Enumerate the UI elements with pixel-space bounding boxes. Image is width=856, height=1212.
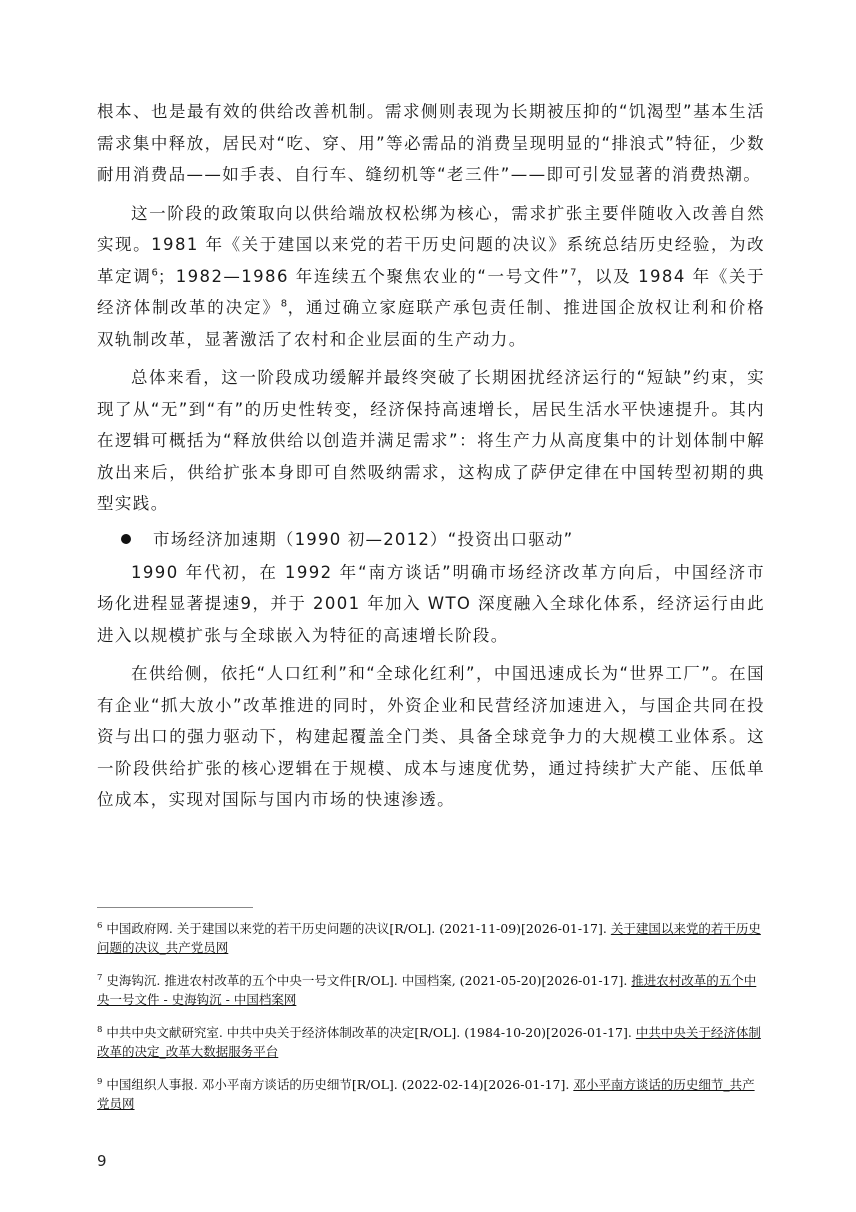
footnote-number: 8 (97, 1024, 103, 1035)
footnote-divider (97, 907, 253, 908)
footnote-ref-6[interactable]: 6 (151, 267, 158, 278)
paragraph-2 (97, 198, 765, 356)
body-text (97, 96, 765, 816)
footnote-ref-7[interactable]: 7 (570, 267, 577, 278)
page-number: 9 (97, 1152, 107, 1170)
footnote-link[interactable]: 推进农村改革的五个中央一号文件 - 史海钩沉 - 中国档案网 (97, 973, 757, 1007)
footnote-link[interactable]: 中共中央关于经济体制改革的决定_改革大数据服务平台 (97, 1025, 761, 1059)
footnote-ref-8[interactable]: 8 (280, 298, 288, 310)
section-heading-text: 市场经济加速期（1990 初—2012）“投资出口驱动” (153, 529, 574, 549)
footnote-link[interactable]: 邓小平南方谈话的历史细节_共产党员网 (97, 1077, 755, 1111)
footnote-8 (97, 1023, 765, 1061)
footnote-7 (97, 971, 765, 1009)
footnote-text: 中国政府网. 关于建国以来党的若干历史问题的决议[R/OL]. (2021-11-09)[2026-01-17]. (106, 921, 611, 936)
paragraph-5: 在供给侧，依托“人口红利”和“全球化红利”，中国迅速成长为“世界工厂”。在国有企业“抓大放小”改革推进的同时，外资企业和民营经济加速进入，与国企共同在投资与出口的强力驱动下，构建起覆盖全门类、具备全球竞争力的大规模工业体系。这一阶段供给扩张的核心逻辑在于规模、成本与速度优势，通过持续扩大产能、压低单位成本，实现对国际与国内市场的快速渗透。 (97, 664, 765, 809)
paragraph-2-part-b: ；1982—1986 年连续五个聚焦农业的“一号文件” (157, 266, 571, 286)
paragraph-4: 1990 年代初，在 1992 年“南方谈话”明确市场经济改革方向后，中国经济市场化进程显著提速9，并于 2001 年加入 WTO 深度融入全球化体系，经济运行由此进入以规模扩张与全球嵌入为特征的高速增长阶段。 (97, 562, 765, 645)
footnotes (97, 919, 765, 1127)
paragraph-2-part-d: ，通过确立家庭联产承包责任制、推进国企放权让利和价格双轨制改革，显著激活了农村和企业层面的生产动力。 (97, 298, 766, 349)
footnote-6 (97, 919, 765, 957)
footnote-text: 中共中央文献研究室. 中共中央关于经济体制改革的决定[R/OL]. (1984-10-20)[2026-01-17]. (106, 1025, 636, 1040)
footnote-number: 7 (97, 972, 103, 983)
footnote-9 (97, 1075, 765, 1113)
paragraph-1: 根本、也是最有效的供给改善机制。需求侧则表现为长期被压抑的“饥渴型”基本生活需求集中释放，居民对“吃、穿、用”等必需品的消费呈现明显的“排浪式”特征，少数耐用消费品——如手表、自行车、缝纫机等“老三件”——即可引发显著的消费热潮。 (97, 102, 765, 184)
footnote-text: 中国组织人事报. 邓小平南方谈话的历史细节[R/OL]. (2022-02-14)[2026-01-17]. (106, 1077, 574, 1092)
paragraph-3: 总体来看，这一阶段成功缓解并最终突破了长期困扰经济运行的“短缺”约束，实现了从“无”到“有”的历史性转变，经济保持高速增长，居民生活水平快速提升。其内在逻辑可概括为“释放供给以创造并满足需求”：将生产力从高度集中的计划体制中解放出来后，供给扩张本身即可自然吸纳需求，这构成了萨伊定律在中国转型初期的典型实践。 (97, 368, 765, 513)
footnote-number: 6 (97, 920, 103, 931)
paragraph-2-part-a: 这一阶段的政策取向以供给端放权松绑为核心，需求扩张主要伴随收入改善自然实现。1981 年《关于建国以来党的若干历史问题的决议》系统总结历史经验，为改革定调 (97, 203, 765, 286)
footnote-number: 9 (97, 1076, 103, 1087)
footnote-link[interactable]: 关于建国以来党的若干历史问题的决议_共产党员网 (97, 921, 761, 955)
paragraph-2-part-c: ，以及 1984 年《关于经济体制改革的决定》 (97, 266, 766, 317)
section-heading-bullet (97, 524, 765, 555)
footnote-text: 史海钩沉. 推进农村改革的五个中央一号文件[R/OL]. 中国档案, (2021-05-20)[2026-01-17]. (106, 973, 632, 988)
bullet-dot-icon (121, 534, 131, 544)
